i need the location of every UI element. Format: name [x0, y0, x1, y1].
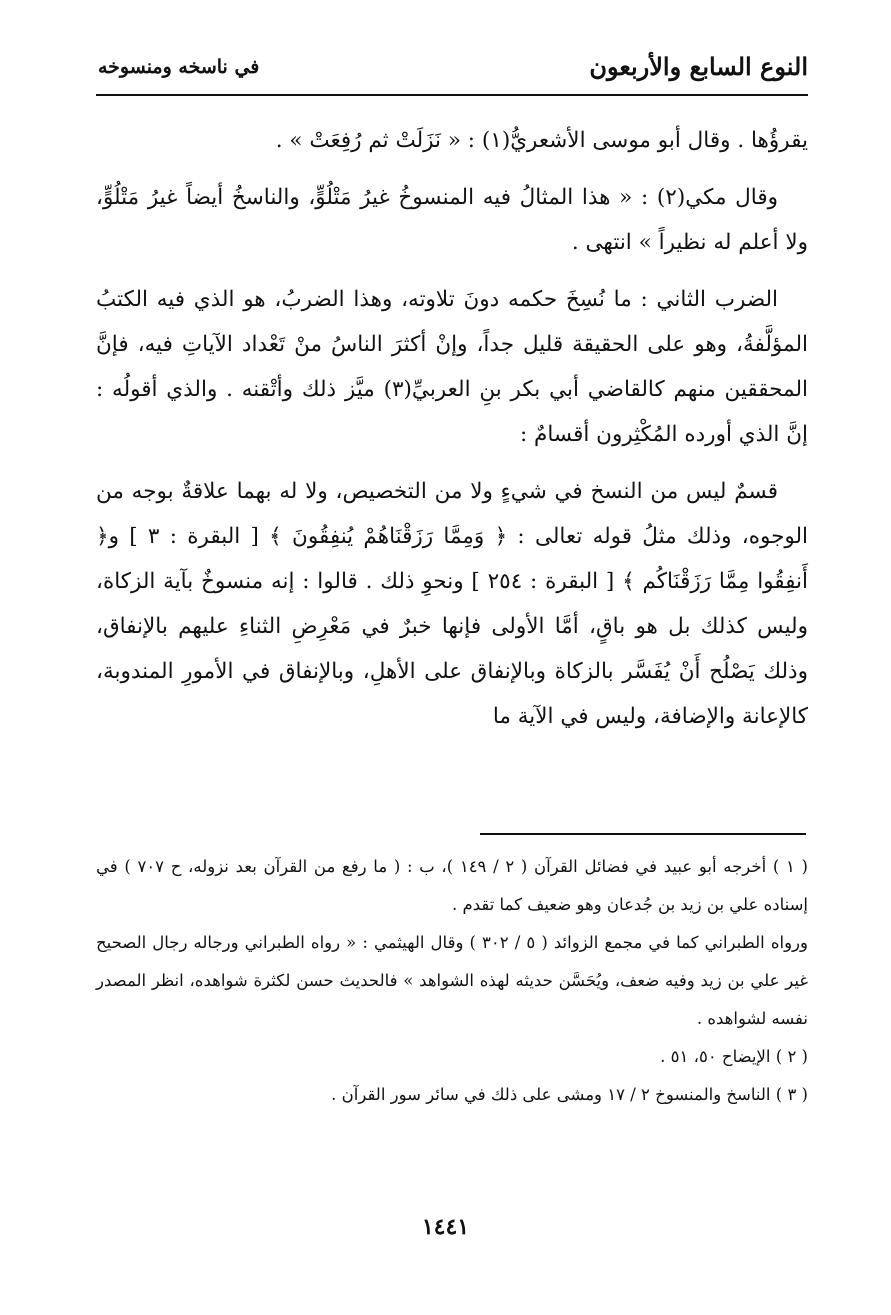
paragraph: الضرب الثاني : ما نُسِخَ حكمه دونَ تلاوته، وهذا الضربُ، هو الذي فيه الكتبُ المؤلَّفةُ، وهو على الحقيقة قليل جداً، وإنْ أكثرَ الناسُ منْ تَعْداد الآياتِ فيه، فإنَّ المحققين منهم كالقاضي أبي بكر بنِ العربيِّ(٣) ميَّز ذلك وأتْقنه . والذي أقولُه : إنَّ الذي أورده المُكْثِرون أقسامٌ : [96, 287, 808, 447]
paragraph: قسمٌ ليس من النسخ في شيءٍ ولا من التخصيص، ولا له بهما علاقةٌ بوجه من الوجوه، وذلك مثلُ قوله تعالى : ﴿ وَمِمَّا رَزَقْنَاهُمْ يُنفِقُونَ ﴾ [ البقرة : ٣ ] و﴿ أَنفِقُوا مِمَّا رَزَقْنَاكُم ﴾ [ البقرة : ٢٥٤ ] ونحوِ ذلك . قالوا : إنه منسوخٌ بآية الزكاة، وليس كذلك بل هو باقٍ، أمَّا الأولى فإنها خبرٌ في مَعْرِضِ الثناءِ عليهم بالإنفاق، وذلك يَصْلُح أَنْ يُفَسَّر بالزكاة وبالإنفاق على الأهلِ، وبالإنفاق في الأمورِ المندوبة، كالإعانة والإضافة، وليس في الآية ما [96, 479, 808, 729]
footnote-continuation: ورواه الطبراني كما في مجمع الزوائد ( ٥ / ٣٠٢ ) وقال الهيثمي : « رواه الطبراني ورجاله رجال الصحيح غير علي بن زيد وفيه ضعف، ويُحَسَّن حديثه لهذه الشواهد » فالحديث حسن لكثرة شواهده، انظر المصدر نفسه لشواهده . [96, 933, 808, 1028]
footnote: ( ٣ ) الناسخ والمنسوخ ٢ / ١٧ ومشى على ذلك في سائر سور القرآن . [331, 1085, 808, 1104]
page-number: ١٤٤١ [421, 1214, 470, 1240]
header-rule [96, 94, 808, 96]
section-title: في ناسخه ومنسوخه [98, 56, 260, 78]
running-header [98, 52, 808, 92]
footnote: ( ١ ) أخرجه أبو عبيد في فضائل القرآن ( ٢ / ١٤٩ )، ب : ( ما رفع من القرآن بعد نزوله، ح ٧٠٧ ) في إسناده علي بن زيد بن جُدعان وهو ضعيف كما تقدم . [96, 857, 808, 914]
paragraph: وقال مكي(٢) : « هذا المثالُ فيه المنسوخُ غيرُ مَتْلُوٍّ، والناسخُ أيضاً غيرُ مَتْلُوٍّ، ولا أعلم له نظيراً » انتهى . [96, 185, 808, 255]
footnote: ( ٢ ) الإيضاح ٥٠، ٥١ . [660, 1047, 808, 1066]
main-text [96, 118, 808, 739]
paragraph: يقرؤُها . وقال أبو موسى الأشعريُّ(١) : « نَزَلَتْ ثم رُفِعَتْ » . [275, 128, 808, 153]
footnote-rule [480, 833, 806, 835]
footnotes [96, 848, 808, 1114]
chapter-title: النوع السابع والأربعون [589, 52, 808, 81]
